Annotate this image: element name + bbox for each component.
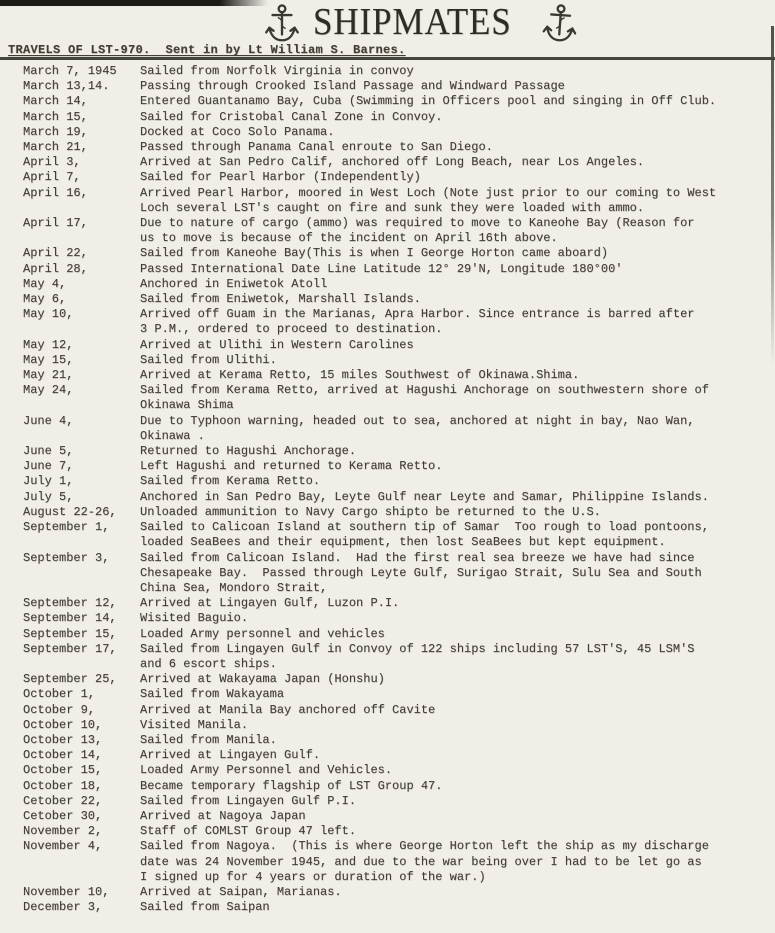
log-entry [23, 900, 765, 915]
entry-date: October 1, [23, 687, 96, 702]
entry-description: Arrived at San Pedro Calif, anchored off Long Beach, near Los Angeles. [140, 155, 645, 170]
log-entry [23, 140, 765, 155]
log-entry [23, 611, 765, 626]
log-entry [23, 292, 765, 307]
entry-description: Arrived at Ulithi in Western Carolines [140, 337, 414, 352]
log-entry [23, 490, 765, 505]
entry-date: October 9, [23, 702, 96, 717]
entry-date: March 7, 1945 [23, 64, 117, 78]
entry-description: Arrived off Guam in the Marianas, Apra Harbor. Since entrance is barred after 3 P.M., ordered to proceed to destination. [140, 307, 695, 337]
log-entry [23, 338, 765, 353]
entry-date: September 25, [23, 672, 117, 687]
entry-description: Sailed from Manila. [140, 732, 277, 747]
log-entry [23, 885, 765, 900]
log-entry [23, 642, 765, 672]
page-title: SHIPMATES [313, 1, 512, 43]
entry-description: Arrived at Nagoya Japan [140, 808, 306, 823]
log-entry [23, 170, 765, 185]
entry-description: Sailed from Wakayama [140, 687, 285, 702]
log-entry [23, 64, 765, 79]
entry-date: April 28, [23, 261, 88, 276]
entry-date: May 12, [23, 337, 74, 352]
anchor-left-icon [264, 3, 300, 45]
entry-description: Sailed from Ulithi. [140, 352, 277, 367]
entry-description: Became temporary flagship of LST Group 47. [140, 778, 443, 793]
log-entry [23, 839, 765, 885]
log-entry [23, 383, 765, 413]
log-entry [23, 794, 765, 809]
entry-description: Sailed from Eniwetok, Marshall Islands. [140, 292, 421, 307]
entry-date: July 5, [23, 489, 74, 504]
entry-date: September 15, [23, 626, 117, 641]
log-entry [23, 79, 765, 94]
entry-date: October 14, [23, 748, 103, 763]
entry-date: April 7, [23, 170, 81, 185]
entry-description: Loaded Army Personnel and Vehicles. [140, 763, 393, 778]
entry-date: October 18, [23, 778, 103, 793]
entry-description: Wisited Baguio. [140, 611, 249, 626]
entry-description: Staff of COMLST Group 47 left. [140, 824, 357, 839]
entry-description: Sailed for Pearl Harbor (Independently) [140, 170, 421, 185]
entry-description: Passed through Panama Canal enroute to San Diego. [140, 140, 493, 155]
log-entry [23, 687, 765, 702]
entry-date: July 1, [23, 474, 74, 489]
entry-description: Arrived at Lingayen Gulf. [140, 748, 321, 763]
log-entry [23, 505, 765, 520]
entry-description: Sailed from Lingayen Gulf P.I. [140, 793, 357, 808]
entry-description: Sailed from Kaneohe Bay(This is when I George Horton came aboard) [140, 246, 609, 261]
entry-description: Sailed from Nagoya. (This is where George Horton left the ship as my discharge date was 24 November 1945, and due to the war being over I had to be let go as I signed up for 4 years or duration of the war.) [140, 839, 709, 884]
entry-date: May 15, [23, 352, 74, 367]
entry-date: April 17, [23, 216, 88, 231]
entry-description: Arrived Pearl Harbor, moored in West Loch (Note just prior to our coming to West Loch several LST's caught on fire and sunk they were loaded with ammo. [140, 185, 717, 215]
entry-description: Unloaded ammunition to Navy Cargo shipto be returned to the U.S. [140, 504, 601, 519]
entry-description: Due to Typhoon warning, headed out to sea, anchored at night in bay, Nao Wan, Okinawa . [140, 413, 695, 443]
log-entry [23, 596, 765, 611]
entry-date: September 12, [23, 596, 117, 611]
entry-date: December 3, [23, 900, 103, 915]
travel-log [23, 64, 765, 915]
entry-date: May 6, [23, 292, 67, 307]
entry-date: May 24, [23, 383, 74, 398]
entry-date: March 13,14. [23, 79, 110, 94]
entry-date: Cetober 22, [23, 793, 103, 808]
entry-description: Arrived at Wakayama Japan (Honshu) [140, 672, 385, 687]
entry-date: Cetober 30, [23, 808, 103, 823]
entry-description: Sailed from Norfolk Virginia in convoy [140, 64, 414, 78]
entry-date: June 7, [23, 459, 74, 474]
entry-description: Loaded Army personnel and vehicles [140, 626, 385, 641]
entry-date: May 21, [23, 368, 74, 383]
log-entry [23, 809, 765, 824]
entry-date: May 10, [23, 307, 74, 322]
log-entry [23, 733, 765, 748]
entry-description: Sailed from Lingayen Gulf in Convoy of 122 ships including 57 LST'S, 45 LSM'S and 6 escort ships. [140, 641, 695, 671]
entry-date: March 21, [23, 140, 88, 155]
log-entry [23, 246, 765, 261]
entry-date: September 1, [23, 520, 110, 535]
log-entry [23, 186, 765, 216]
entry-date: October 13, [23, 732, 103, 747]
entry-description: Arrived at Saipan, Marianas. [140, 884, 342, 899]
entry-date: September 17, [23, 641, 117, 656]
log-entry [23, 353, 765, 368]
entry-description: Left Hagushi and returned to Kerama Retto. [140, 459, 443, 474]
entry-date: March 19, [23, 124, 88, 139]
entry-description: Visited Manila. [140, 717, 249, 732]
entry-description: Sailed from Saipan [140, 900, 270, 915]
log-entry [23, 520, 765, 550]
entry-date: April 16, [23, 185, 88, 200]
entry-date: March 14, [23, 94, 88, 109]
log-entry [23, 216, 765, 246]
entry-date: April 22, [23, 246, 88, 261]
entry-date: June 4, [23, 413, 74, 428]
masthead [264, 1, 578, 45]
entry-description: Passed International Date Line Latitude 12° 29'N, Longitude 180°00' [140, 261, 623, 276]
entry-date: October 15, [23, 763, 103, 778]
log-entry [23, 94, 765, 109]
log-entry [23, 110, 765, 125]
log-entry [23, 672, 765, 687]
entry-description: Sailed for Cristobal Canal Zone in Convoy. [140, 109, 443, 124]
entry-date: October 10, [23, 717, 103, 732]
log-entry [23, 718, 765, 733]
entry-description: Anchored in Eniwetok Atoll [140, 276, 328, 291]
entry-date: May 4, [23, 276, 67, 291]
log-entry [23, 155, 765, 170]
entry-description: Sailed from Kerama Retto, arrived at Hagushi Anchorage on southwestern shore of Okinawa Shima [140, 383, 709, 413]
entry-date: August 22-26, [23, 504, 117, 519]
log-entry [23, 459, 765, 474]
entry-description: Sailed to Calicoan Island at southern tip of Samar Too rough to load pontoons, loaded SeaBees and their equipment, then lost SeaBees but kept equipment. [140, 520, 709, 550]
entry-description: Arrived at Lingayen Gulf, Luzon P.I. [140, 596, 400, 611]
entry-date: September 3, [23, 550, 110, 565]
log-entry [23, 763, 765, 778]
entry-date: September 14, [23, 611, 117, 626]
log-entry [23, 368, 765, 383]
log-entry [23, 703, 765, 718]
log-entry [23, 824, 765, 839]
log-entry [23, 627, 765, 642]
log-entry [23, 748, 765, 763]
entry-date: April 3, [23, 155, 81, 170]
entry-description: Due to nature of cargo (ammo) was required to move to Kaneohe Bay (Reason for us to move is because of the incident on April 16th above. [140, 216, 695, 246]
entry-description: Sailed from Kerama Retto. [140, 474, 321, 489]
log-entry [23, 779, 765, 794]
entry-description: Returned to Hagushi Anchorage. [140, 444, 357, 459]
entry-description: Entered Guantanamo Bay, Cuba (Swimming in Officers pool and singing in Off Club. [140, 94, 717, 109]
anchor-right-icon [542, 3, 578, 45]
entry-date: November 10, [23, 884, 110, 899]
scan-artifact-right-edge-line [771, 26, 774, 366]
scan-artifact-top-bar [0, 0, 268, 6]
document-subtitle: TRAVELS OF LST-970. Sent in by Lt William S. Barnes. [8, 43, 406, 57]
log-entry [23, 444, 765, 459]
log-entry [23, 551, 765, 597]
entry-description: Arrived at Kerama Retto, 15 miles Southwest of Okinawa.Shima. [140, 368, 580, 383]
header-divider [0, 57, 775, 60]
log-entry [23, 307, 765, 337]
entry-description: Passing through Crooked Island Passage and Windward Passage [140, 79, 565, 94]
entry-description: Arrived at Manila Bay anchored off Cavite [140, 702, 436, 717]
entry-date: June 5, [23, 444, 74, 459]
log-entry [23, 125, 765, 140]
entry-description: Sailed from Calicoan Island. Had the first real sea breeze we have had since Chesapeake Bay. Passed through Leyte Gulf, Surigao Strait, Sulu Sea and South China Sea, Mondoro Strait, [140, 550, 702, 595]
entry-date: March 15, [23, 109, 88, 124]
log-entry [23, 414, 765, 444]
entry-description: Anchored in San Pedro Bay, Leyte Gulf near Leyte and Samar, Philippine Islands. [140, 489, 709, 504]
log-entry [23, 474, 765, 489]
entry-description: Docked at Coco Solo Panama. [140, 124, 335, 139]
entry-date: November 4, [23, 839, 103, 854]
log-entry [23, 262, 765, 277]
entry-date: November 2, [23, 824, 103, 839]
log-entry [23, 277, 765, 292]
